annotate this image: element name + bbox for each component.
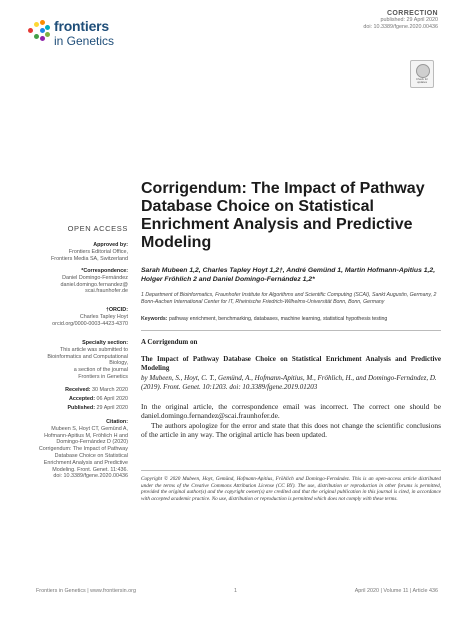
accepted bbox=[36, 396, 128, 403]
footer-issue: April 2020 | Volume 11 | Article 436 bbox=[354, 588, 438, 594]
specialty-line: Bioinformatics and Computational bbox=[47, 353, 128, 360]
updates-icon bbox=[416, 64, 430, 78]
updates-label: Check for updates bbox=[416, 77, 428, 85]
article-title: Corrigendum: The Impact of Pathway Database Choice on Statistical Enrichment Analysis and Predictive Modeling bbox=[141, 180, 425, 251]
citation-line: Hofmann-Apitius M, Fröhlich H and bbox=[44, 432, 128, 439]
copyright-notice: Copyright © 2020 Mubeen, Hoyt, Gemünd, Hofmann-Apitius, Fröhlich and Domingo-Fernández. This is an open-access article distributed under the terms of the Creative Commons Attribution License (CC BY). The use, distribution or reproduction in other forums is permitted, provided the original author(s) and the copyright owner(s) are credited and that the original publication in this journal is cited, in accordance with accepted academic practice. No use, distribution or reproduction is permitted which does not comply with these terms. bbox=[141, 476, 441, 503]
received bbox=[36, 387, 128, 394]
frontiers-logo-icon bbox=[28, 20, 50, 42]
divider bbox=[141, 330, 441, 331]
citation-label: Citation: bbox=[106, 419, 128, 425]
orcid-name: Charles Tapley Hoyt bbox=[79, 313, 128, 320]
approved-line: Frontiers Media SA, Switzerland bbox=[51, 255, 128, 262]
citation-doi[interactable]: doi: 10.3389/fgene.2020.00436 bbox=[53, 473, 128, 480]
specialty-line: Frontiers in Genetics bbox=[78, 373, 128, 380]
specialty-line: Biology, bbox=[109, 360, 128, 367]
specialty-section bbox=[36, 340, 128, 381]
keywords bbox=[141, 316, 441, 323]
body-paragraph-1: In the original article, the correspondence email was incorrect. The correct one should be daniel.domingo.fernandez@scai.fraunhofer.de. bbox=[141, 402, 441, 420]
citation bbox=[36, 419, 128, 480]
divider bbox=[141, 470, 441, 471]
citation-line: Corrigendum: The Impact of Pathway bbox=[38, 446, 128, 453]
correspondence-email[interactable]: daniel.domingo.fernandez@ bbox=[60, 281, 128, 288]
approved-line: Frontiers Editorial Office, bbox=[68, 248, 128, 255]
accepted-label: Accepted: bbox=[68, 396, 96, 402]
published-date-side: 29 April 2020 bbox=[96, 405, 128, 411]
published bbox=[36, 405, 128, 412]
article-type: CORRECTION bbox=[386, 10, 438, 17]
correspondence-email[interactable]: scai.fraunhofer.de bbox=[85, 288, 128, 295]
approved-label: Approved by: bbox=[93, 242, 128, 248]
orcid-link[interactable]: orcid.org/0000-0003-4423-4370 bbox=[52, 320, 128, 327]
correspondence-label: *Correspondence: bbox=[81, 268, 128, 274]
published-date: published: 29 April 2020 bbox=[380, 17, 438, 23]
article-meta bbox=[363, 10, 438, 31]
correspondence-line: Daniel Domingo-Fernández bbox=[62, 274, 128, 281]
affiliations: 1 Department of Bioinformatics, Fraunhofer Institute for Algorithms and Scientific Computing (SCAI), Sankt Augustin, Germany, 2 Bonn-Aachen International Center for IT, Rheinische Friedrich-Wilhelms-Universität Bonn, Bonn, Germany bbox=[141, 292, 437, 305]
correspondence bbox=[36, 268, 128, 295]
accepted-date: 06 April 2020 bbox=[96, 396, 128, 402]
specialty-label: Specialty section: bbox=[82, 340, 128, 346]
received-label: Received: bbox=[65, 387, 91, 393]
journal-name: in Genetics bbox=[54, 34, 115, 48]
keywords-text: pathway enrichment, benchmarking, databases, machine learning, statistical hypothesis testing bbox=[168, 316, 388, 322]
original-article-citation: by Mubeen, S., Hoyt, C. T., Gemünd, A., Hofmann-Apitius, M., Fröhlich, H., and Domingo-Fernández, D. (2019). Front. Genet. 10:1203. doi: 10.3389/fgene.2019.01203 bbox=[141, 374, 437, 391]
authors-line-2: Holger Fröhlich 2 and Daniel Domingo-Fernández 1,2* bbox=[141, 276, 315, 283]
footer-journal-link[interactable]: Frontiers in Genetics | www.frontiersin.org bbox=[36, 588, 136, 594]
published-label: Published: bbox=[67, 405, 96, 411]
specialty-line: This article was submitted to bbox=[59, 346, 128, 353]
authors-line-1: Sarah Mubeen 1,2, Charles Tapley Hoyt 1,2†, André Gemünd 1, Martin Hofmann-Apitius 1,2, bbox=[141, 267, 436, 274]
journal-logo bbox=[28, 18, 188, 52]
received-date: 30 March 2020 bbox=[92, 387, 128, 393]
citation-line: Enrichment Analysis and Predictive bbox=[43, 459, 128, 466]
citation-line: Database Choice on Statistical bbox=[54, 452, 128, 459]
specialty-line: a section of the journal bbox=[73, 367, 128, 374]
corrigendum-on: A Corrigendum on bbox=[141, 338, 198, 346]
approved-by bbox=[36, 242, 128, 262]
citation-line: Domingo-Fernández D (2020) bbox=[56, 439, 128, 446]
orcid-label: †ORCID: bbox=[105, 307, 128, 313]
citation-line: Mubeen S, Hoyt CT, Gemünd A, bbox=[51, 425, 128, 432]
check-for-updates-badge[interactable] bbox=[410, 60, 434, 88]
keywords-label: Keywords: bbox=[141, 316, 168, 322]
page-number: 1 bbox=[234, 588, 237, 594]
brand-name: frontiers bbox=[54, 18, 109, 34]
body-paragraph-2: The authors apologize for the error and state that this does not change the scientific conclusions of the article in any way. The original article has been updated. bbox=[141, 421, 441, 439]
author-list bbox=[141, 266, 441, 284]
original-article-title: The Impact of Pathway Database Choice on Statistical Enrichment Analysis and Predictive Modeling bbox=[141, 355, 441, 372]
article-doi[interactable]: doi: 10.3389/fgene.2020.00436 bbox=[363, 24, 438, 30]
orcid bbox=[36, 307, 128, 327]
citation-line: Modeling. Front. Genet. 11:436. bbox=[52, 466, 128, 473]
open-access-label: OPEN ACCESS bbox=[67, 224, 128, 233]
